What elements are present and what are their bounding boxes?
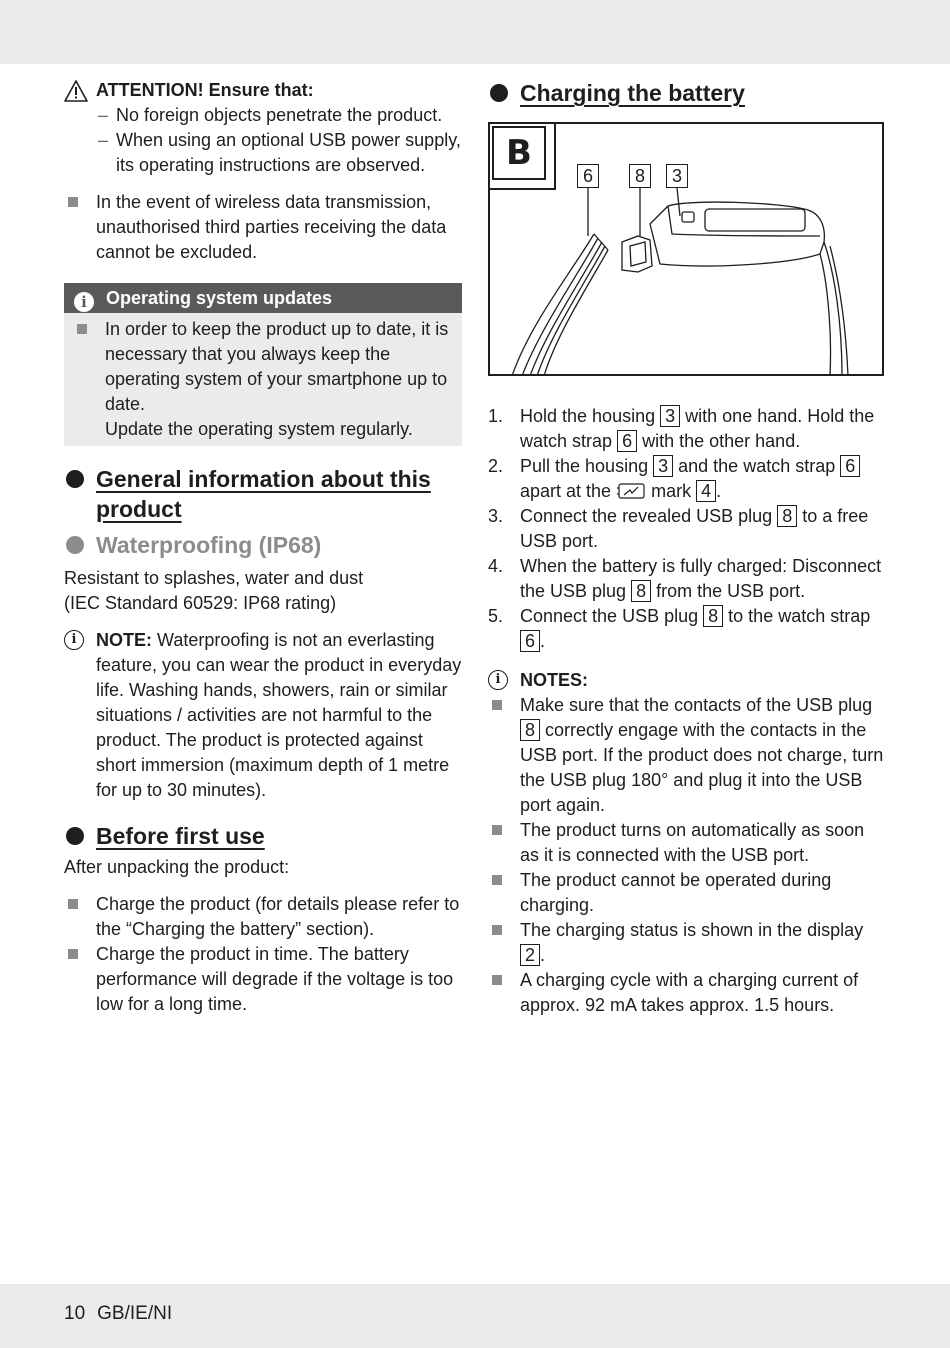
ref-box: 8 (520, 719, 540, 741)
bullet-square-icon (492, 875, 502, 885)
heading-bullet-icon (490, 84, 508, 102)
info-icon: i (64, 630, 84, 650)
os-updates-header: i Operating system updates (64, 283, 462, 313)
page-number: 10 (64, 1303, 86, 1324)
bullet-square-icon (68, 899, 78, 909)
note-block: i NOTE: Waterproofing is not an everlasting feature, you can wear the product in everyday life. Washing hands, showers, rain or similar situations / activities are not harmful to the product. The product is protected against short immersion (maximum depth of 1 metre for up to 30 minutes). (64, 628, 464, 803)
ref-box: 8 (703, 605, 723, 627)
ref-box: 8 (631, 580, 651, 602)
notes-list (488, 693, 888, 1018)
ref-box: 8 (777, 505, 797, 527)
bullet-square-icon (68, 949, 78, 959)
list-item: – When using an optional USB power supply, its operating instructions are observed. (98, 130, 461, 175)
attention-list (96, 103, 464, 178)
os-updates-list (73, 317, 462, 442)
ref-box: 2 (520, 944, 540, 966)
notes-heading: i NOTES: (488, 668, 888, 693)
list-item: The charging status is shown in the display 2 . (488, 918, 888, 968)
callout-6: 6 (577, 164, 599, 188)
list-item: In order to keep the product up to date, it is necessary that you always keep the operating system of your smartphone up to date. Update the operating system regularly. (73, 317, 462, 442)
os-updates-box (64, 283, 462, 446)
wireless-list (64, 190, 464, 265)
ref-box: 3 (660, 405, 680, 427)
general-heading: General information about this product (64, 464, 464, 524)
list-item: The product turns on automatically as soon as it is connected with the USB port. (488, 818, 888, 868)
bullet-square-icon (492, 700, 502, 710)
list-item: A charging cycle with a charging current of approx. 92 mA takes approx. 1.5 hours. (488, 968, 888, 1018)
waterproof-line1: Resistant to splashes, water and dust (64, 568, 364, 588)
bullet-square-icon (68, 197, 78, 207)
figure-b (488, 122, 884, 376)
before-intro: After unpacking the product: (64, 857, 290, 877)
list-item: 4. When the battery is fully charged: Disconnect the USB plug 8 from the USB port. (488, 556, 882, 601)
list-item: Make sure that the contacts of the USB plug 8 correctly engage with the contacts in the USB port. If the product does not charge, turn the USB plug 180° and plug it into the USB port again. (488, 693, 888, 818)
list-item: 2. Pull the housing 3 and the watch strap 6 apart at the mark 4 . (488, 454, 888, 504)
charging-heading: Charging the battery (488, 78, 888, 108)
list-item: – No foreign objects penetrate the product. (98, 105, 443, 125)
list-item: Charge the product in time. The battery performance will degrade if the voltage is too low for a long time. (64, 942, 464, 1017)
warning-icon (64, 80, 88, 102)
figure-label: B (490, 124, 556, 190)
attention-title: ATTENTION! Ensure that: (96, 80, 314, 100)
list-item: 3. Connect the revealed USB plug 8 to a free USB port. (488, 506, 869, 551)
bullet-square-icon (77, 324, 87, 334)
list-item: 5. Connect the USB plug 8 to the watch strap 6 . (488, 606, 871, 651)
callout-8: 8 (629, 164, 651, 188)
before-list (64, 892, 464, 1017)
ref-box: 6 (617, 430, 637, 452)
ref-box: 6 (520, 630, 540, 652)
left-column (64, 78, 464, 1017)
region-label: GB/IE/NI (97, 1303, 173, 1324)
charge-mark-icon (616, 482, 646, 500)
callout-3: 3 (666, 164, 688, 188)
list-item: In the event of wireless data transmission, unauthorised third parties receiving the data cannot be excluded. (64, 190, 464, 265)
steps-list (488, 404, 888, 654)
top-band (0, 0, 950, 64)
list-item: The product cannot be operated during charging. (488, 868, 888, 918)
ref-box: 3 (653, 455, 673, 477)
bullet-square-icon (492, 925, 502, 935)
heading-bullet-icon (66, 470, 84, 488)
waterproof-heading: Waterproofing (IP68) (64, 530, 464, 560)
info-icon: i (74, 292, 94, 312)
attention-block (64, 78, 464, 178)
right-column (488, 78, 888, 1018)
page-footer (64, 1303, 172, 1325)
bullet-square-icon (492, 975, 502, 985)
before-heading: Before first use (64, 821, 464, 851)
heading-bullet-icon (66, 536, 84, 554)
list-item: 1. Hold the housing 3 with one hand. Hold the watch strap 6 with the other hand. (488, 406, 875, 451)
list-item: Charge the product (for details please refer to the “Charging the battery” section). (64, 892, 464, 942)
ref-box: 6 (840, 455, 860, 477)
info-icon: i (488, 670, 508, 690)
ref-box: 4 (696, 480, 716, 502)
waterproof-line2: (IEC Standard 60529: IP68 rating) (64, 593, 337, 613)
bullet-square-icon (492, 825, 502, 835)
heading-bullet-icon (66, 827, 84, 845)
